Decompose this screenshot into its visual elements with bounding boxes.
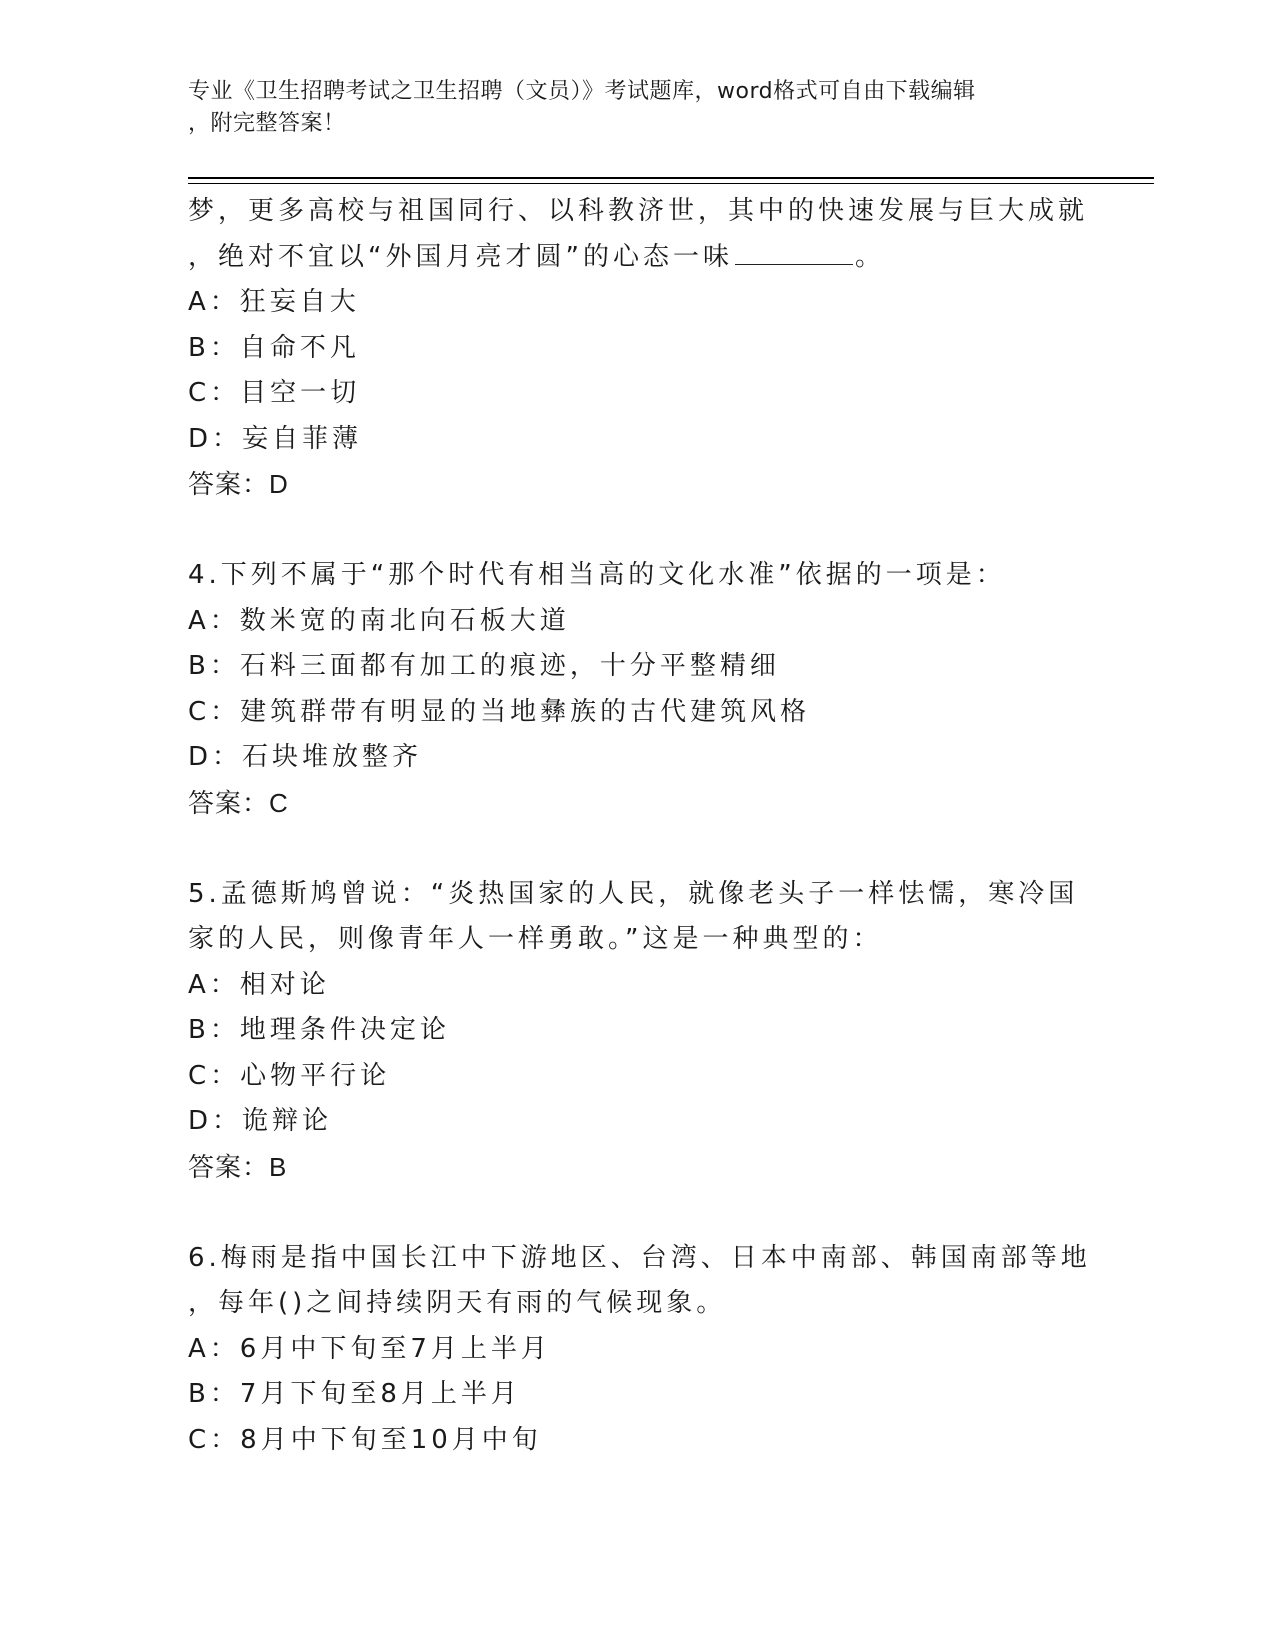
question-text-line: 5.孟德斯鸠曾说：“炎热国家的人民，就像老头子一样怯懦，寒冷国: [188, 878, 1079, 909]
question-text-line: 4.下列不属于“那个时代有相当高的文化水准”依据的一项是：: [188, 560, 1006, 590]
question-text-line: 家的人民，则像青年人一样勇敢。”这是一种典型的：: [188, 924, 883, 954]
option-c: C：目空一切: [188, 378, 361, 408]
option-b: B：7月下旬至8月上半月: [188, 1379, 521, 1409]
answer-line: 答案：B: [188, 1151, 288, 1182]
question-list: [188, 189, 1108, 1463]
header-rule-thin: [188, 183, 1154, 184]
question-3: [188, 189, 1108, 508]
option-c: C：心物平行论: [188, 1060, 391, 1091]
question-text-line: 6.梅雨是指中国长江中下游地区、台湾、日本中南部、韩国南部等地: [188, 1242, 1091, 1273]
option-d: D：妄自菲薄: [188, 423, 363, 454]
option-a: A：6月中下旬至7月上半月: [188, 1333, 551, 1364]
option-b: B：地理条件决定论: [188, 1015, 450, 1045]
header-rule-thick: [188, 177, 1154, 179]
question-text-line: ，每年()之间持续阴天有雨的气候现象。: [188, 1288, 727, 1318]
question-text-line: [188, 235, 1108, 281]
question-text-line: 梦，更多高校与祖国同行、以科教济世，其中的快速发展与巨大成就: [188, 196, 1089, 226]
header-line-2: ，附完整答案！: [188, 111, 346, 136]
option-c: C：8月中下旬至10月中旬: [188, 1424, 542, 1455]
header-line-1: 专业《卫生招聘考试之卫生招聘（文员）》考试题库，word格式可自由下载编辑: [188, 79, 976, 104]
option-c: C：建筑群带有明显的当地彝族的古代建筑风格: [188, 696, 811, 727]
question-4: [188, 553, 1108, 826]
fill-in-blank: [735, 240, 853, 265]
spacer: [188, 826, 1108, 872]
answer-line: 答案：C: [188, 787, 289, 818]
spacer: [188, 1190, 1108, 1236]
question-6: [188, 1236, 1108, 1464]
option-d: D：诡辩论: [188, 1106, 333, 1136]
option-a: A：狂妄自大: [188, 287, 360, 317]
option-a: A：相对论: [188, 969, 330, 1000]
option-a: A：数米宽的南北向石板大道: [188, 605, 570, 636]
answer-line: 答案：D: [188, 469, 289, 499]
option-b: B：石料三面都有加工的痕迹，十分平整精细: [188, 651, 780, 681]
spacer: [188, 508, 1108, 554]
document-header: [188, 76, 1088, 140]
question-text-part: ，绝对不宜以“外国月亮才圆”的心态一味: [188, 241, 733, 272]
option-b: B：自命不凡: [188, 332, 360, 363]
option-d: D：石块堆放整齐: [188, 742, 423, 772]
question-text-part: 。: [854, 241, 885, 272]
question-5: [188, 872, 1108, 1191]
